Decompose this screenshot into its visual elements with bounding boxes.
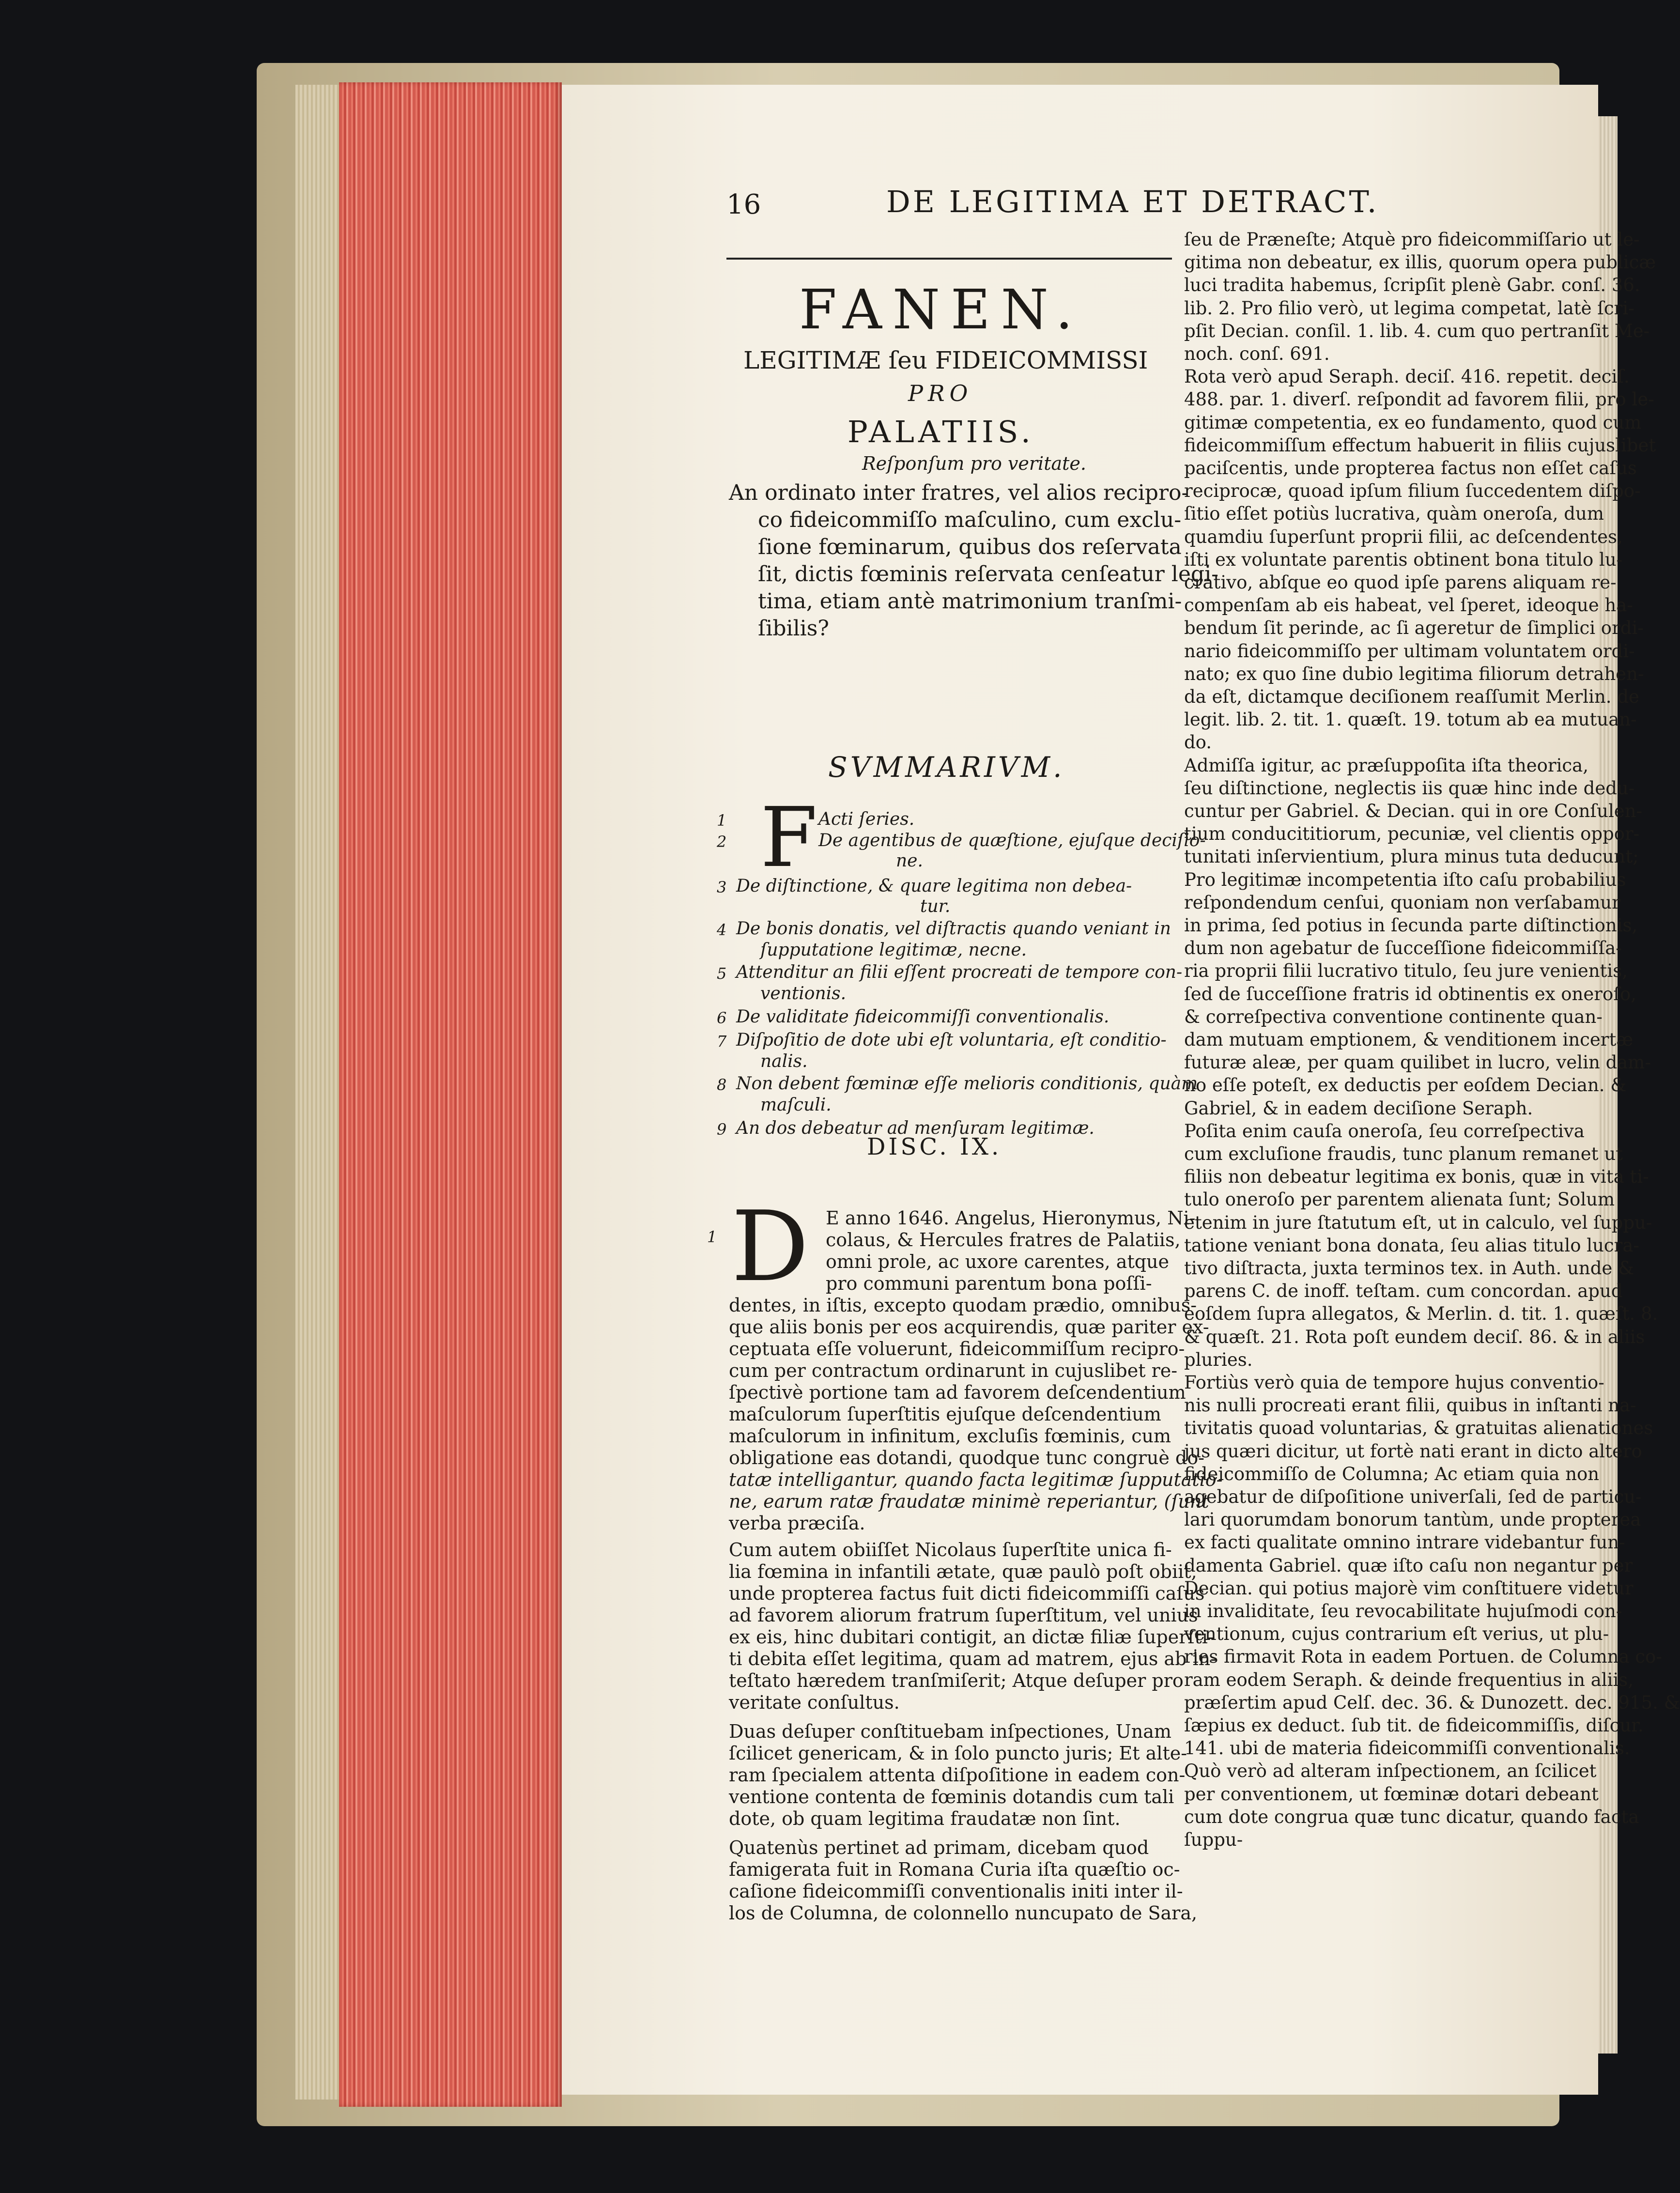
text-line: dentes, in iſtis, excepto quodam prædio, omnibus-: [729, 1295, 1197, 1316]
text-line: paciſcentis, unde propterea factus non eſſet caſus: [1184, 458, 1637, 479]
item-number: 3: [717, 878, 727, 896]
text-line: ne, earum ratæ fraudatæ minimè reperiantur, (ſunt: [729, 1491, 1209, 1512]
text-line: Rota verò apud Seraph. deciſ. 416. repetit. deciſ.: [1184, 366, 1630, 387]
text-line: per conventionem, ut fœminæ dotari debeant: [1184, 1783, 1599, 1805]
text-line: nato; ex quo ſine dubio legitima filiorum detrahen-: [1184, 663, 1644, 684]
page-number: 16: [726, 189, 761, 220]
text-line: ventionum, cujus contrarium eſt verius, ut plu-: [1184, 1623, 1609, 1645]
text-line: ria proprii filii lucrativo titulo, ſeu jure venientis,: [1184, 960, 1628, 982]
text-line: ſitio eſſet potiùs lucrativa, quàm oneroſa, dum: [1184, 503, 1604, 525]
text-line: eoſdem ſupra allegatos, & Merlin. d. tit. 1. quæſt. 8.: [1184, 1303, 1658, 1325]
text-line: ſeu de Præneſte; Atquè pro fideicommiſſario ut le-: [1184, 229, 1640, 250]
text-line: gitima non debeatur, ex illis, quorum opera publicæ: [1184, 252, 1656, 273]
summarium-item: nalis.: [760, 1051, 808, 1071]
text-line: agebatur de diſpoſitione univerſali, ſed de particu-: [1184, 1486, 1642, 1507]
text-line: lib. 2. Pro filio verò, ut legima competat, latè ſcri-: [1184, 297, 1634, 319]
summarium-item: Attenditur an filii eſſent procreati de tempore con-: [736, 962, 1183, 982]
text-line: iſti ex voluntate parentis obtinent bona titulo lu-: [1184, 549, 1623, 570]
text-line: veritate conſultus.: [729, 1692, 900, 1713]
text-line: omni prole, ac uxore carentes, atque: [826, 1251, 1170, 1272]
text-line: tunitati inſervientium, plura minus tuta deducunt;: [1184, 846, 1639, 867]
text-line: caſione fideicommiſſi conventionalis initi inter il-: [729, 1881, 1183, 1902]
text-line: famigerata fuit in Romana Curia iſta quæſtio oc-: [729, 1859, 1180, 1880]
text-line: los de Columna, de colonnello nuncupato de Sara,: [729, 1902, 1198, 1924]
text-line: ſeu diſtinctione, neglectis iis quæ hinc inde dedu-: [1184, 777, 1635, 799]
margin-number: 1: [707, 1228, 717, 1246]
text-line: reciprocæ, quoad ipſum filium ſuccedentem diſpo-: [1184, 480, 1641, 502]
text-line: Quò verò ad alteram inſpectionem, an ſcilicet: [1184, 1761, 1597, 1782]
text-line: tulo oneroſo per parentem alienata ſunt; Solum: [1184, 1189, 1615, 1210]
text-line: legit. lib. 2. tit. 1. quæſt. 19. totum ab ea mutuan-: [1184, 709, 1637, 730]
question-line: co fideicommiſſo maſculino, cum exclu-: [758, 508, 1182, 532]
text-line: damenta Gabriel. quæ iſto caſu non negantur per: [1184, 1555, 1633, 1576]
discourse-heading: DISC. IX.: [867, 1133, 1002, 1160]
summarium-item: An dos debeatur ad menſuram legitimæ.: [736, 1118, 1094, 1138]
right-column: [1184, 229, 1680, 2021]
text-line: & quæſt. 21. Rota poſt eundem deciſ. 86. & in aliis: [1184, 1326, 1645, 1347]
text-line: pluries.: [1184, 1349, 1253, 1370]
text-line: & correſpectiva conventione continente quan-: [1184, 1006, 1603, 1027]
text-line: ſuppu-: [1184, 1829, 1243, 1850]
summarium-item: ventionis.: [760, 984, 847, 1004]
text-line: præſertim apud Celſ. dec. 36. & Dunozett. dec. 915. &: [1184, 1692, 1680, 1713]
question-line: ſibilis?: [758, 616, 829, 641]
text-line: lari quorumdam bonorum tantùm, unde propterea: [1184, 1509, 1641, 1530]
title-rule: [726, 258, 1172, 260]
text-line: dote, ob quam legitima fraudatæ non ſint.: [729, 1808, 1121, 1829]
text-line: obligatione eas dotandi, quodque tunc congruè do-: [729, 1447, 1204, 1468]
summarium-item: De validitate fideicommiſſi conventionalis.: [736, 1007, 1110, 1027]
item-number: 4: [717, 921, 727, 939]
text-line: ad favorem aliorum fratrum ſuperſtitum, vel unius: [729, 1605, 1198, 1626]
text-line: dam mutuam emptionem, & venditionem incertæ: [1184, 1029, 1634, 1050]
text-line: etenim in jure ſtatutum eſt, ut in calculo, vel ſuppu-: [1184, 1212, 1652, 1233]
text-line: ſcilicet genericam, & in ſolo puncto juris; Et alte-: [729, 1743, 1187, 1764]
text-line: cum excluſione fraudis, tunc planum remanet ut: [1184, 1143, 1623, 1164]
text-line: cum per contractum ordinarunt in cujuslibet re-: [729, 1360, 1178, 1381]
text-line: in invaliditate, ſeu revocabilitate hujuſmodi con-: [1184, 1601, 1622, 1622]
text-line: tium conducititiorum, pecuniæ, vel clientis oppor-: [1184, 823, 1640, 845]
book-page: [562, 85, 1680, 2095]
summarium-heading: SVMMARIVM.: [828, 751, 1065, 784]
text-line: Fortiùs verò quia de tempore hujus conventio-: [1184, 1372, 1604, 1393]
text-line: E anno 1646. Angelus, Hieronymus, Ni-: [826, 1207, 1196, 1229]
text-line: luci tradita habemus, ſcripſit plenè Gabr. conſ. 36.: [1184, 275, 1640, 296]
text-line: ex eis, hinc dubitari contigit, an dictæ filiæ ſuperſti-: [729, 1626, 1214, 1648]
summarium-item: De bonis donatis, vel diſtractis quando veniant in: [736, 919, 1171, 939]
summarium-item: maſculi.: [760, 1095, 832, 1115]
text-line: Quatenùs pertinet ad primam, dicebam quod: [729, 1837, 1149, 1858]
page-block-edge: [295, 85, 344, 2100]
summarium-item: De agentibus de quæſtione, ejuſque deciſio-: [818, 831, 1206, 850]
text-line: bendum ſit perinde, ac ſi ageretur de ſimplici ordi-: [1184, 618, 1644, 639]
text-line: Decian. qui potius majorè vim conſtituere videtur: [1184, 1577, 1634, 1599]
text-line: ram ſpecialem attenta diſpoſitione in eadem con-: [729, 1764, 1186, 1786]
red-page-edges: [339, 82, 562, 2107]
text-line: fideicommiſſo de Columna; Ac etiam quia non: [1184, 1463, 1600, 1484]
summarium-dropcap: F: [760, 790, 817, 886]
text-line: ti debita eſſet legitima, quam ad matrem, ejus ab in-: [729, 1648, 1217, 1669]
item-number: 7: [717, 1032, 727, 1050]
text-line: Cum autem obiiſſet Nicolaus ſuperſtite unica fi-: [729, 1539, 1172, 1560]
text-line: fideicommiſſum effectum habuerit in filiis cujuslibet: [1184, 434, 1656, 456]
text-line: tivo diſtracta, juxta terminos tex. in Auth. unde &: [1184, 1258, 1634, 1279]
text-line: dum non agebatur de ſucceſſione fideicommiſſa-: [1184, 938, 1622, 959]
text-line: ries firmavit Rota in eadem Portuen. de Columna co-: [1184, 1646, 1662, 1668]
item-number: 8: [717, 1076, 727, 1094]
text-line: noch. conſ. 691.: [1184, 343, 1330, 364]
question-line: ſione fœminarum, quibus dos reſervata: [758, 535, 1182, 559]
text-line: ex facti qualitate omnino intrare videbantur fun-: [1184, 1532, 1625, 1553]
text-line: da eſt, dictamque deciſionem reaſſumit Merlin. de: [1184, 686, 1639, 707]
title-line3: PRO: [908, 380, 973, 406]
text-line: unde propterea factus fuit dicti fideicommiſſi caſus: [729, 1583, 1205, 1604]
item-number: 9: [717, 1120, 727, 1139]
text-line: in prima, ſed potius in ſecunda parte diſtinctionis,: [1184, 915, 1638, 936]
text-line: futuræ aleæ, per quam quilibet in lucro, velin dam-: [1184, 1052, 1651, 1073]
text-line: Admiſſa igitur, ac præſuppoſita iſta theorica,: [1184, 755, 1588, 776]
item-number: 6: [717, 1009, 727, 1027]
text-line: lia fœmina in infantili ætate, quæ paulò poſt obiit,: [729, 1561, 1197, 1582]
text-line: cum dote congrua quæ tunc dicatur, quando facta: [1184, 1806, 1639, 1827]
summarium-item: De diſtinctione, & quare legitima non debea-: [736, 876, 1132, 896]
title-main: FANEN.: [799, 278, 1084, 341]
text-line: crativo, abſque eo quod ipſe parens aliquam re-: [1184, 572, 1617, 593]
summarium-item: Diſpoſitio de dote ubi eſt voluntaria, eſt conditio-: [736, 1030, 1167, 1050]
question-line: tima, etiam antè matrimonium tranſmi-: [758, 589, 1182, 614]
text-line: Gabriel, & in eadem deciſione Seraph.: [1184, 1097, 1533, 1119]
text-line: Duas deſuper conſtituebam inſpectiones, Unam: [729, 1721, 1171, 1742]
text-line: Pro legitimæ incompetentia iſto caſu probabilius: [1184, 869, 1626, 890]
text-line: 141. ubi de materia fideicommiſſi conventionalis.: [1184, 1738, 1630, 1759]
text-line: do.: [1184, 732, 1212, 753]
item-number: 1: [717, 811, 727, 830]
text-line: ſpectivè portione tam ad favorem deſcendentium: [729, 1382, 1186, 1403]
running-title: DE LEGITIMA ET DETRACT.: [886, 184, 1379, 219]
title-line2: LEGITIMÆ ſeu FIDEICOMMISSI: [743, 346, 1148, 374]
text-line: verba præciſa.: [729, 1513, 865, 1534]
text-line: maſculorum in infinitum, excluſis fœminis, cum: [729, 1425, 1171, 1447]
text-line: pſit Decian. conſil. 1. lib. 4. cum quo pertranſit Me-: [1184, 320, 1650, 341]
discourse-dropcap: D: [731, 1190, 809, 1303]
text-line: nis nulli procreati erant filii, quibus in inſtanti na-: [1184, 1395, 1636, 1416]
text-line: colaus, & Hercules fratres de Palatiis,: [826, 1229, 1181, 1251]
text-line: tatæ intelligantur, quando facta legitimæ ſupputatio-: [729, 1469, 1223, 1490]
title-line5: Reſponſum pro veritate.: [862, 453, 1086, 474]
text-line: filiis non debeatur legitima ex bonis, quæ in vita ti-: [1184, 1166, 1649, 1188]
text-line: no eſſe poteſt, ex deductis per eoſdem Decian. &: [1184, 1075, 1627, 1096]
text-line: compenſam ab eis habeat, vel ſperet, ideoque ha-: [1184, 595, 1633, 616]
text-line: maſculorum ſuperſtitis ejuſque deſcendentium: [729, 1404, 1161, 1425]
text-line: nario fideicommiſſo per ultimam voluntatem ordi-: [1184, 640, 1635, 662]
item-number: 5: [717, 964, 727, 983]
question-line: ſit, dictis fœminis reſervata cenſeatur legi-: [758, 562, 1219, 587]
summarium-item: Non debent fœminæ eſſe melioris conditionis, quàm: [736, 1074, 1198, 1094]
text-line: tivitatis quoad voluntarias, & gratuitas alienationes: [1184, 1418, 1653, 1439]
text-line: ram eodem Seraph. & deinde frequentius in aliis,: [1184, 1669, 1634, 1690]
text-line: cuntur per Gabriel. & Decian. qui in ore Conſulen-: [1184, 801, 1643, 821]
title-line4: PALATIIS.: [848, 414, 1034, 449]
text-line: quamdiu ſuperſunt proprii filii, ac deſcendentes,: [1184, 526, 1623, 547]
summarium-item: tur.: [920, 896, 951, 916]
text-line: jus quæri dicitur, ut fortè nati erant in dicto altero: [1184, 1440, 1642, 1462]
text-line: ſæpius ex deduct. ſub tit. de fideicommiſſis, diſcur.: [1184, 1715, 1644, 1736]
text-line: 488. par. 1. diverſ. reſpondit ad favorem filii, pro le-: [1184, 389, 1654, 410]
summarium-item: ſupputatione legitimæ, necne.: [760, 940, 1027, 960]
summarium-list: [717, 790, 1206, 1179]
text-line: parens C. de inoff. teſtam. cum concordan. apud: [1184, 1281, 1623, 1302]
summarium-item: Acti ſeries.: [818, 809, 915, 829]
text-line: que aliis bonis per eos acquirendis, quæ pariter ex-: [729, 1316, 1209, 1338]
text-line: pro communi parentum bona poſſi-: [826, 1273, 1152, 1294]
text-line: ceptuata eſſe voluerunt, fideicommiſſum recipro-: [729, 1338, 1185, 1359]
text-line: tatione veniant bona donata, ſeu alias titulo lucra-: [1184, 1235, 1639, 1256]
text-line: Poſita enim cauſa oneroſa, ſeu correſpectiva: [1184, 1120, 1585, 1142]
summarium-item: ne.: [896, 851, 923, 871]
question-line: An ordinato inter fratres, vel alios recipro-: [729, 480, 1189, 505]
text-line: ſed de ſucceſſione fratris id obtinentis ex oneroſo,: [1184, 983, 1636, 1004]
text-line: gitimæ competentia, ex eo fundamento, quod cum: [1184, 412, 1642, 433]
item-number: 2: [717, 833, 727, 851]
text-line: ventione contenta de fœminis dotandis cum tali: [729, 1786, 1174, 1807]
text-line: reſpondendum cenſui, quoniam non verſabamur: [1184, 892, 1620, 913]
text-line: teſtato hæredem tranſmiſerit; Atque deſuper pro: [729, 1670, 1184, 1691]
